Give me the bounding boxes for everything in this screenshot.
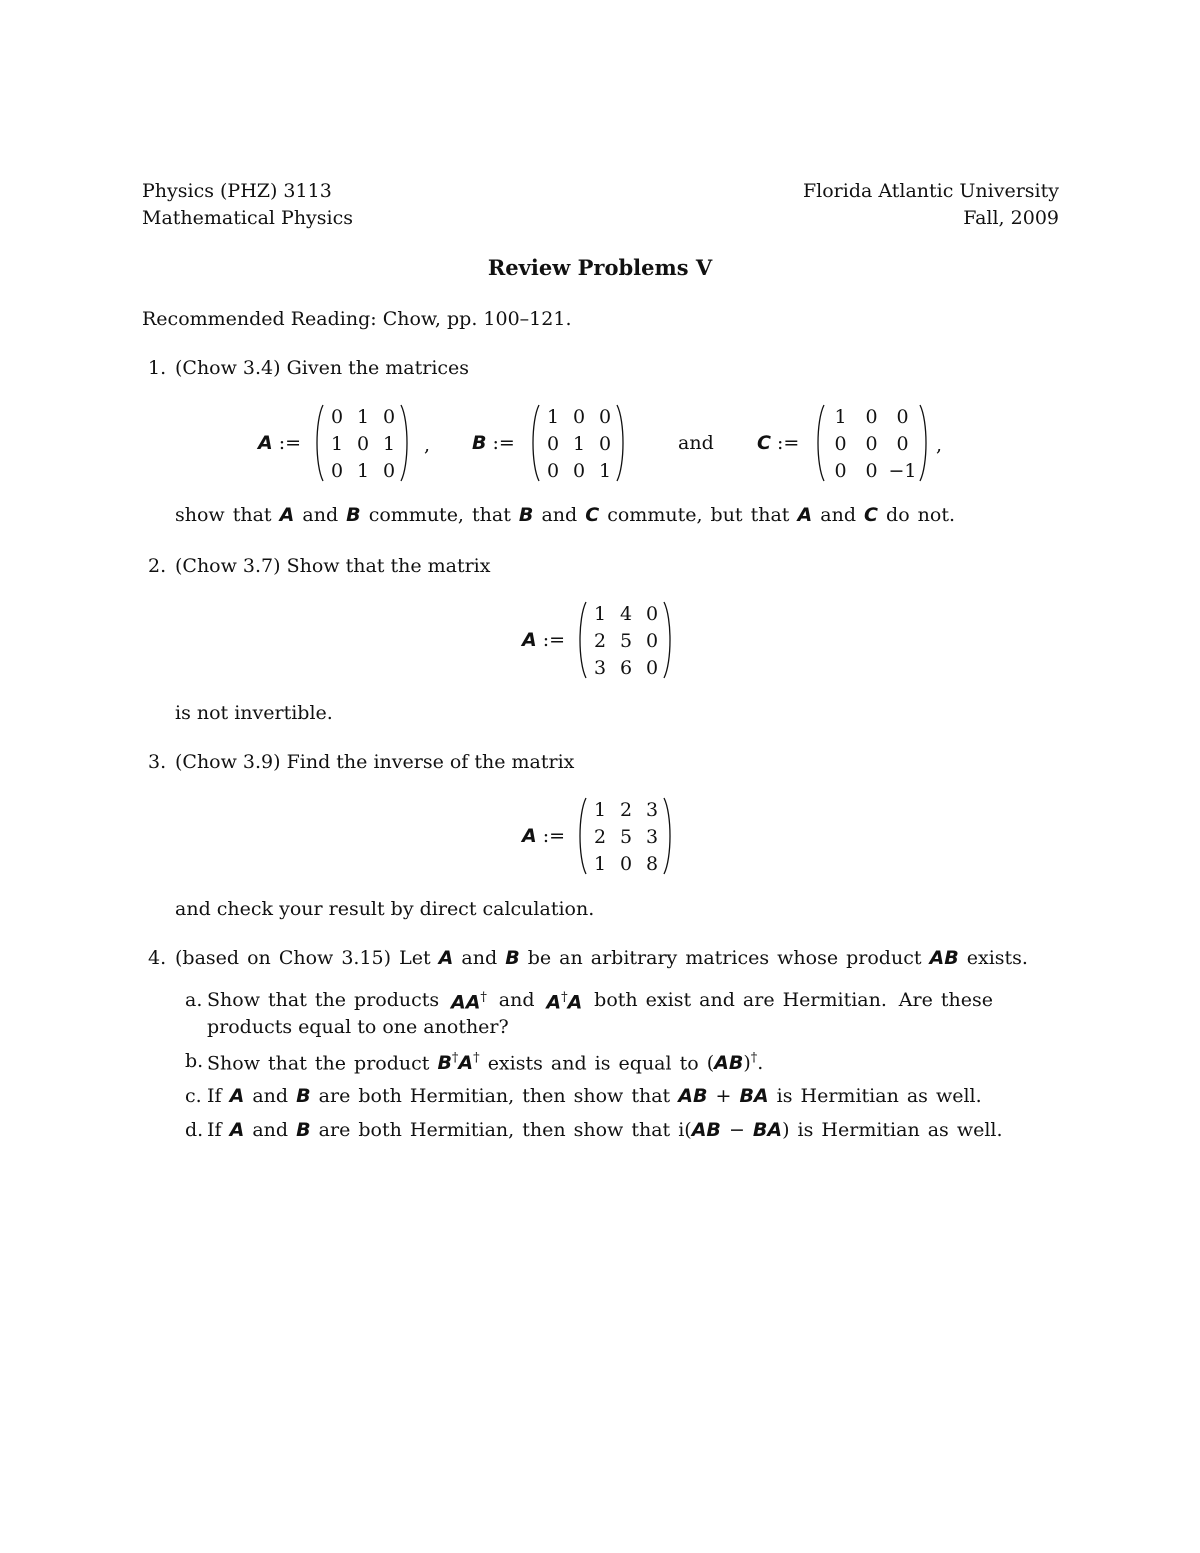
matrix-cell: 0 [572, 406, 586, 428]
part-d-label: d. [185, 1119, 204, 1141]
university-name: Florida Atlantic University [802, 180, 1059, 202]
matrix-cell: 1 [598, 460, 612, 482]
matrix-cell: 8 [645, 853, 659, 875]
term: Fall, 2009 [963, 207, 1059, 229]
matrix-cell: 2 [593, 630, 607, 652]
problem-2-conclusion: is not invertible. [175, 702, 333, 724]
matrix-cell: 0 [865, 433, 878, 455]
matrix-cell: 0 [645, 603, 659, 625]
matrix-cell: 4 [619, 603, 633, 625]
matrix-cell: 0 [382, 460, 396, 482]
matrix-label: A := [522, 825, 566, 847]
recommended-reading: Recommended Reading: Chow, pp. 100–121. [142, 308, 572, 330]
matrix-cell: 6 [619, 657, 633, 679]
problem-4-intro: (based on Chow 3.15) Let A and B be an arbitrary matrices whose product AB exists. [175, 947, 1028, 969]
page-title: Review Problems V [487, 255, 713, 280]
matrix-cell: 5 [619, 630, 633, 652]
matrix-cell: 3 [593, 657, 607, 679]
part-b-text: Show that the product B†A† exists and is equal to (AB)†. [207, 1051, 764, 1075]
right-paren [918, 403, 931, 483]
problem-1-conclusion: show that A and B commute, that B and C commute, but that A and C do not. [175, 504, 956, 526]
part-a-line2: products equal to one another? [207, 1016, 509, 1038]
part-d-text: If A and B are both Hermitian, then show that i(AB − BA) is Hermitian as well. [207, 1119, 1003, 1141]
matrix-cell: 0 [645, 630, 659, 652]
matrix-p2 [575, 600, 675, 680]
matrix-cell: 2 [593, 826, 607, 848]
problem-2-intro: (Chow 3.7) Show that the matrix [175, 555, 491, 577]
problem-4-number: 4. [148, 947, 167, 969]
matrix-cell: 0 [356, 433, 370, 455]
matrix-cell: 0 [619, 853, 633, 875]
matrix-cell: 0 [598, 406, 612, 428]
matrix-label: A := [522, 629, 566, 651]
matrix-cell: 0 [865, 460, 878, 482]
course-code: Physics (PHZ) 3113 [142, 180, 332, 202]
matrix-cell: 0 [330, 460, 344, 482]
matrix-cell: 1 [382, 433, 396, 455]
problem-2-number: 2. [148, 555, 167, 577]
part-a-line1: Show that the products AA† and A†A both exist and are Hermitian. Are these [207, 989, 993, 1014]
matrix-cell: 1 [546, 406, 560, 428]
matrix-cell: 1 [572, 433, 586, 455]
comma: , [936, 434, 943, 456]
matrix-p3 [575, 796, 675, 876]
matrix-cell: 1 [593, 853, 607, 875]
part-c-label: c. [185, 1085, 202, 1107]
matrix-c-label: C := [757, 432, 800, 454]
part-c-text: If A and B are both Hermitian, then show that AB + BA is Hermitian as well. [207, 1085, 982, 1107]
matrix-cell: 1 [593, 799, 607, 821]
matrix-cell: 0 [546, 460, 560, 482]
matrix-cell: 0 [572, 460, 586, 482]
matrix-cell: 0 [834, 460, 847, 482]
matrix-cell: 0 [896, 406, 909, 428]
problem-3-intro: (Chow 3.9) Find the inverse of the matrix [175, 751, 575, 773]
matrix-cell: −1 [888, 460, 917, 482]
course-subject: Mathematical Physics [142, 207, 354, 229]
matrix-b-label: B := [472, 432, 515, 454]
problem-3-number: 3. [148, 751, 167, 773]
matrix-a [312, 403, 412, 483]
matrix-cell: 0 [865, 406, 878, 428]
matrix-cell: 0 [330, 406, 344, 428]
problem-1-number: 1. [148, 357, 167, 379]
matrix-cell: 3 [645, 826, 659, 848]
and-word: and [678, 432, 714, 454]
matrix-cell: 1 [834, 406, 847, 428]
matrix-b [528, 403, 628, 483]
matrix-cell: 1 [593, 603, 607, 625]
matrix-cell: 0 [382, 406, 396, 428]
matrix-c [813, 403, 931, 483]
problem-1-intro: (Chow 3.4) Given the matrices [175, 357, 470, 379]
matrix-cell: 0 [546, 433, 560, 455]
matrix-cell: 1 [356, 460, 370, 482]
part-b-label: b. [185, 1050, 204, 1072]
matrix-cell: 1 [356, 406, 370, 428]
matrix-cell: 1 [330, 433, 344, 455]
matrix-a-label: A := [258, 432, 302, 454]
matrix-cell: 0 [645, 657, 659, 679]
comma: , [424, 434, 431, 456]
matrix-cell: 5 [619, 826, 633, 848]
matrix-cell: 3 [645, 799, 659, 821]
matrix-cell: 0 [834, 433, 847, 455]
matrix-cell: 0 [896, 433, 909, 455]
matrix-cell: 2 [619, 799, 633, 821]
part-a-label: a. [185, 989, 203, 1011]
problem-3-conclusion: and check your result by direct calculation. [175, 898, 595, 920]
matrix-cell: 0 [598, 433, 612, 455]
